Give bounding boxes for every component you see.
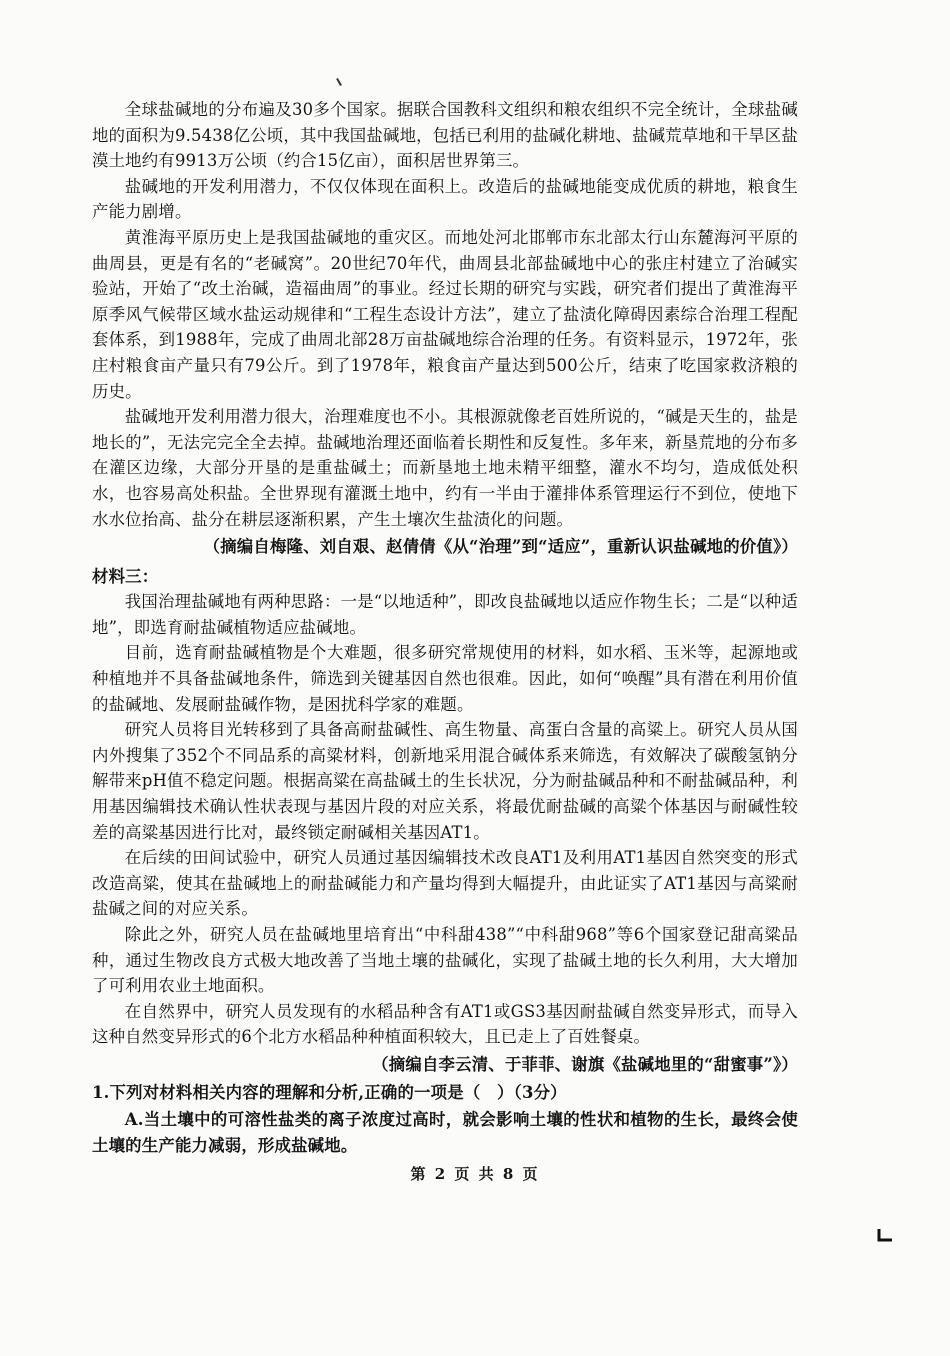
paragraph-sorghum-research: 研究人员将目光转移到了具备高耐盐碱性、高生物量、高蛋白含量的高粱上。研究人员从国内外搜集了352个不同品系的高粱材料，创新地采用混合碱体系来筛选，有效解决了碳酸氢钠分解带来pH值不稳定问题。根据高粱在高盐碱土的生长状况，分为耐盐碱品种和不耐盐碱品种，利用基因编辑技术确认性状表现与基因片段的对应关系，将最优耐盐碱的高粱个体基因与耐碱性较差的高粱基因进行比对，最终锁定耐碱相关基因AT1。 [92,720,798,842]
question-1-stem: 1.下列对材料相关内容的理解和分析,正确的一项是（ ）（3分） [92,1082,567,1102]
citation-material-two: （摘编自梅隆、刘自艰、赵倩倩《从“治理”到“适应”，重新认识盐碱地的价值》） [203,537,798,557]
paragraph-global-distribution: 全球盐碱地的分布遍及30多个国家。据联合国教科文组织和粮农组织不完全统计，全球盐碱地的面积为9.5438亿公顷，其中我国盐碱地，包括已利用的盐碱化耕地、盐碱荒草地和干旱区盐漠土地约有9913万公顷（约合15亿亩），面积居世界第三。 [92,100,798,171]
paragraph-two-approaches: 我国治理盐碱地有两种思路：一是“以地适种”，即改良盐碱地以适应作物生长；二是“以种适地”，即选育耐盐碱植物适应盐碱地。 [92,592,798,637]
page-content [92,97,798,1158]
section-label-material-three: 材料三： [92,566,159,586]
question-1-option-a: A.当土壤中的可溶性盐类的离子浓度过高时，就会影响土壤的性状和植物的生长，最终会使土壤的生产能力减弱，形成盐碱地。 [92,1110,798,1155]
paragraph-breeding-difficulty: 目前，选育耐盐碱植物是个大难题，很多研究常规使用的材料，如水稻、玉米等，起源地或种植地并不具备盐碱地条件，筛选到关键基因自然也很难。因此，如何“唤醒”具有潜在利用价值的盐碱地、发展耐盐碱作物，是困扰科学家的难题。 [92,643,798,714]
citation-material-three: （摘编自李云清、于菲菲、谢旗《盐碱地里的“甜蜜事”》） [372,1054,798,1074]
paragraph-development-potential: 盐碱地的开发利用潜力，不仅仅体现在面积上。改造后的盐碱地能变成优质的耕地，粮食生产能力剧增。 [92,176,798,222]
paragraph-governance-difficulty: 盐碱地开发利用潜力很大，治理难度也不小。其根源就像老百姓所说的，“碱是天生的，盐是地长的”，无法完完全全去掉。盐碱地治理还面临着长期性和反复性。多年来，新垦荒地的分布多在灌区边缘，大部分开垦的是重盐碱土；而新垦地土地未精平细整，灌水不均匀，造成低处积水，也容易高处积盐。全世界现有灌溉土地中，约有一半由于灌排体系管理运行不到位，使地下水水位抬高、盐分在耕层逐渐积累，产生土壤次生盐渍化的问题。 [92,407,798,529]
corner-crop-mark-icon [877,1228,893,1242]
paragraph-sweet-sorghum: 除此之外，研究人员在盐碱地里培育出“中科甜438”“中科甜968”等6个国家登记甜高粱品种，通过生物改良方式极大地改善了当地土壤的盐碱化，实现了盐碱土地的长久利用，大大增加了可利用农业土地面积。 [92,925,798,996]
stray-scan-mark [336,78,342,86]
paragraph-field-trials: 在后续的田间试验中，研究人员通过基因编辑技术改良AT1及利用AT1基因自然突变的形式改造高粱，使其在盐碱地上的耐盐碱能力和产量均得到大幅提升，由此证实了AT1基因与高粱耐盐碱之间的对应关系。 [92,848,798,919]
paragraph-rice-varieties: 在自然界中，研究人员发现有的水稻品种含有AT1或GS3基因耐盐碱自然变异形式，而导入这种自然变异形式的6个北方水稻品种种植面积较大，且已走上了百姓餐桌。 [92,1001,798,1047]
page-number-footer: 第 2 页 共 8 页 [410,1165,540,1183]
paragraph-huanghuaihai-history: 黄淮海平原历史上是我国盐碱地的重灾区。而地处河北邯郸市东北部太行山东麓海河平原的曲周县，更是有名的“老碱窝”。20世纪70年代，曲周县北部盐碱地中心的张庄村建立了治碱实验站，开始了“改土治碱，造福曲周”的事业。经过长期的研究与实践，研究者们提出了黄淮海平原季风气候带区域水盐运动规律和“工程生态设计方法”，建立了盐渍化障碍因素综合治理工程配套体系，到1988年，完成了曲周北部28万亩盐碱地综合治理的任务。有资料显示，1972年，张庄村粮食亩产量只有79公斤。到了1978年，粮食亩产量达到500公斤，结束了吃国家救济粮的历史。 [92,227,798,401]
